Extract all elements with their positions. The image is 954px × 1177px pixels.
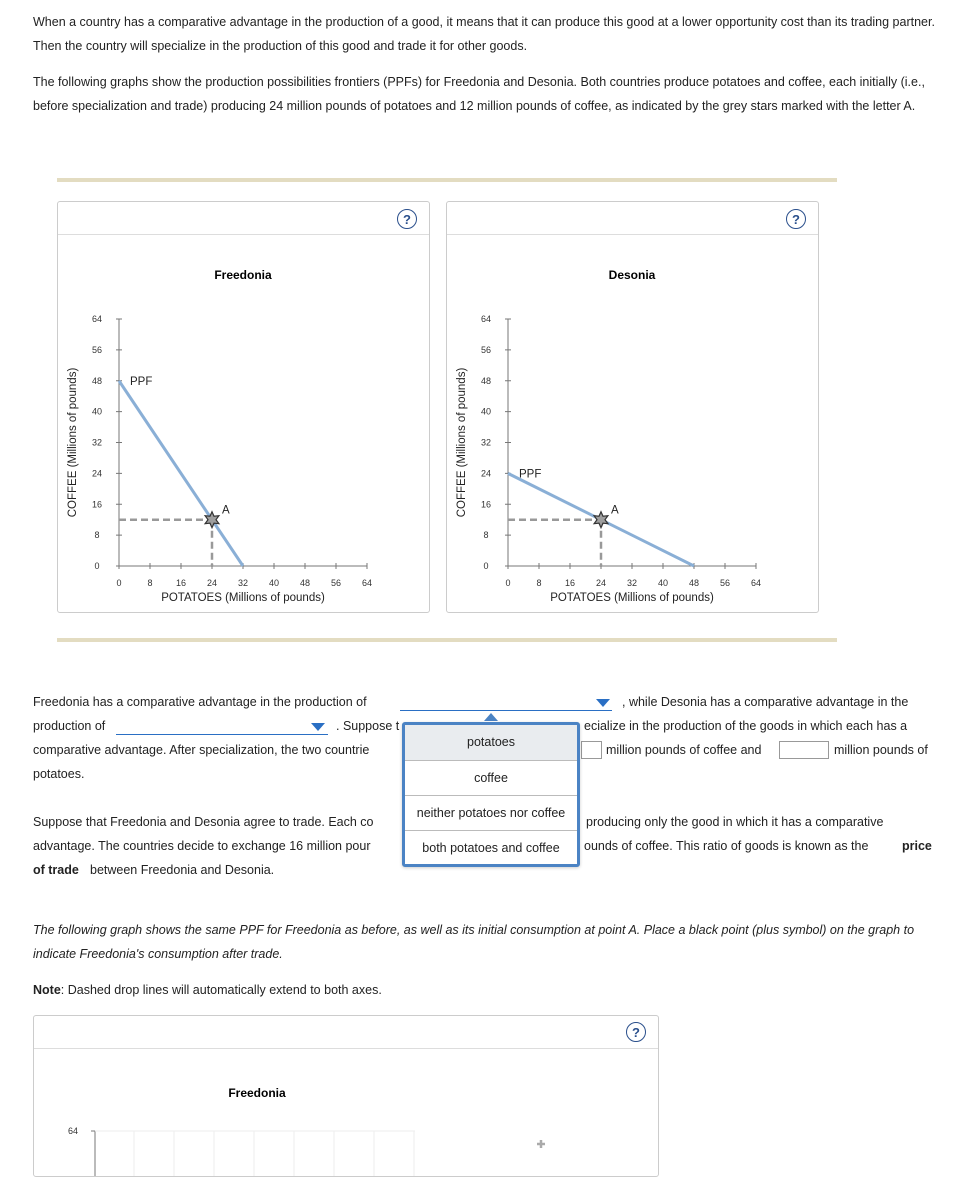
q1-text-3: production of [33, 719, 106, 733]
q1-text-4: . Suppose t [336, 719, 400, 733]
y-tick-label: 24 [91, 468, 103, 479]
q1-text-1: Freedonia has a comparative advantage in the production of [33, 695, 367, 709]
x-tick-label: 40 [657, 578, 669, 588]
q2-text-3: advantage. The countries decide to exchange 16 million pour [33, 839, 371, 853]
dropdown-option-both[interactable]: both potatoes and coffee [405, 830, 577, 865]
q1-text-6: comparative advantage. After specialization, the two countrie [33, 743, 370, 757]
y-tick-label: 48 [480, 375, 492, 386]
of-trade-term: of trade [33, 863, 79, 877]
point-a-label: A [611, 504, 619, 517]
chart-title: Desonia [608, 268, 656, 282]
y-axis-label: COFFEE (Millions of pounds) [67, 367, 79, 518]
x-tick-label: 24 [595, 578, 607, 588]
freedonia-ppf-chart [58, 202, 429, 612]
x-tick-label: 64 [750, 578, 762, 588]
ppf-label: PPF [130, 375, 153, 388]
desonia-advantage-select[interactable] [116, 734, 328, 735]
chart-title: Freedonia [228, 1086, 286, 1100]
freedonia-advantage-select[interactable] [400, 710, 612, 711]
x-tick-label: 40 [268, 578, 280, 588]
x-tick-label: 64 [361, 578, 373, 588]
intro-paragraph-1: When a country has a comparative advantage in the production of a good, it means that it can produce this good at a lower opportunity cost than its trading partner. Then the country will specialize in the production of this good and trade it for other goods. [33, 15, 935, 53]
q1-text-8: million pounds of [834, 743, 928, 757]
q2-text-1: Suppose that Freedonia and Desonia agree to trade. Each co [33, 815, 374, 829]
x-tick-label: 56 [719, 578, 731, 588]
q2-text-4: ounds of coffee. This ratio of goods is known as the [584, 839, 869, 853]
y-tick-label: 8 [483, 530, 489, 541]
q3-note [33, 978, 382, 1002]
freedonia-trade-graph-panel [33, 1015, 659, 1177]
freedonia-graph-panel [57, 201, 430, 613]
help-icon[interactable]: ? [626, 1022, 646, 1042]
x-tick-label: 56 [330, 578, 342, 588]
x-tick-label: 16 [564, 578, 576, 588]
plus-tool-icon [537, 1140, 545, 1148]
note-text: : Dashed drop lines will automatically extend to both axes. [60, 983, 382, 997]
q1-text-9: potatoes. [33, 767, 85, 781]
q3-instruction: The following graph shows the same PPF for Freedonia as before, as well as its initial consumption at point A. Place a black point (plus symbol) on the graph to indicate Freedonia's consumption after trade. [33, 923, 915, 961]
q2-text-2: producing only the good in which it has a comparative [586, 815, 884, 829]
ppf-label: PPF [519, 468, 542, 481]
y-tick-label: 64 [67, 1126, 79, 1136]
y-tick-label: 8 [94, 530, 100, 541]
desonia-graph-panel [446, 201, 819, 613]
section-divider-bottom [57, 638, 837, 642]
q1-text-7: million pounds of coffee and [606, 743, 762, 757]
y-tick-label: 24 [480, 468, 492, 479]
y-axis-label: COFFEE (Millions of pounds) [456, 367, 468, 518]
intro-paragraph-2: The following graphs show the production possibilities frontiers (PPFs) for Freedonia and Desonia. Both countries produce potatoes and coffee, each initially (i.e., before specialization and trade) producing 24 million pounds of potatoes and 12 million pounds of coffee, as indicated by the grey stars marked with the letter A. [33, 75, 925, 113]
q2-text-5: between Freedonia and Desonia. [90, 863, 275, 877]
y-tick-label: 56 [91, 344, 103, 355]
x-tick-label: 8 [536, 578, 542, 588]
y-tick-label: 0 [483, 561, 489, 571]
y-tick-label: 0 [94, 561, 100, 571]
x-tick-label: 32 [237, 578, 249, 588]
chevron-down-icon[interactable] [311, 723, 325, 731]
x-axis-label: POTATOES (Millions of pounds) [161, 592, 325, 604]
y-tick-label: 16 [480, 499, 492, 510]
q1-text-2: , while Desonia has a comparative advantage in the [622, 695, 909, 709]
y-tick-label: 40 [91, 406, 103, 417]
section-divider-top [57, 178, 837, 182]
x-tick-label: 0 [505, 578, 511, 588]
x-tick-label: 32 [626, 578, 638, 588]
coffee-amount-input[interactable] [581, 741, 602, 759]
x-tick-label: 0 [116, 578, 122, 588]
x-tick-label: 16 [175, 578, 187, 588]
price-term: price [902, 839, 932, 853]
note-label: Note [33, 983, 61, 997]
dropdown-option-neither[interactable]: neither potatoes nor coffee [405, 795, 577, 830]
ppf-line [119, 381, 243, 566]
y-tick-label: 32 [480, 437, 492, 448]
y-tick-label: 64 [91, 314, 103, 324]
x-tick-label: 48 [299, 578, 311, 588]
y-tick-label: 56 [480, 344, 492, 355]
help-icon[interactable]: ? [397, 209, 417, 229]
y-tick-label: 16 [91, 499, 103, 510]
dropdown-option-potatoes[interactable]: potatoes [405, 725, 577, 760]
potatoes-amount-input[interactable] [779, 741, 829, 759]
point-a-label: A [222, 504, 230, 517]
x-axis-label: POTATOES (Millions of pounds) [550, 592, 714, 604]
chevron-down-icon[interactable] [596, 699, 610, 707]
y-tick-label: 64 [480, 314, 492, 324]
q1-text-5: ecialize in the production of the goods in which each has a [584, 719, 908, 733]
desonia-ppf-chart [447, 202, 818, 612]
x-tick-label: 48 [688, 578, 700, 588]
y-tick-label: 40 [480, 406, 492, 417]
chart-title: Freedonia [214, 268, 272, 282]
x-tick-label: 24 [206, 578, 218, 588]
dropdown-pointer [484, 713, 498, 721]
help-icon[interactable]: ? [786, 209, 806, 229]
y-tick-label: 48 [91, 375, 103, 386]
x-tick-label: 8 [147, 578, 153, 588]
y-tick-label: 32 [91, 437, 103, 448]
freedonia-trade-chart[interactable] [34, 1016, 658, 1176]
dropdown-option-coffee[interactable]: coffee [405, 760, 577, 795]
good-dropdown-menu[interactable] [402, 722, 580, 867]
